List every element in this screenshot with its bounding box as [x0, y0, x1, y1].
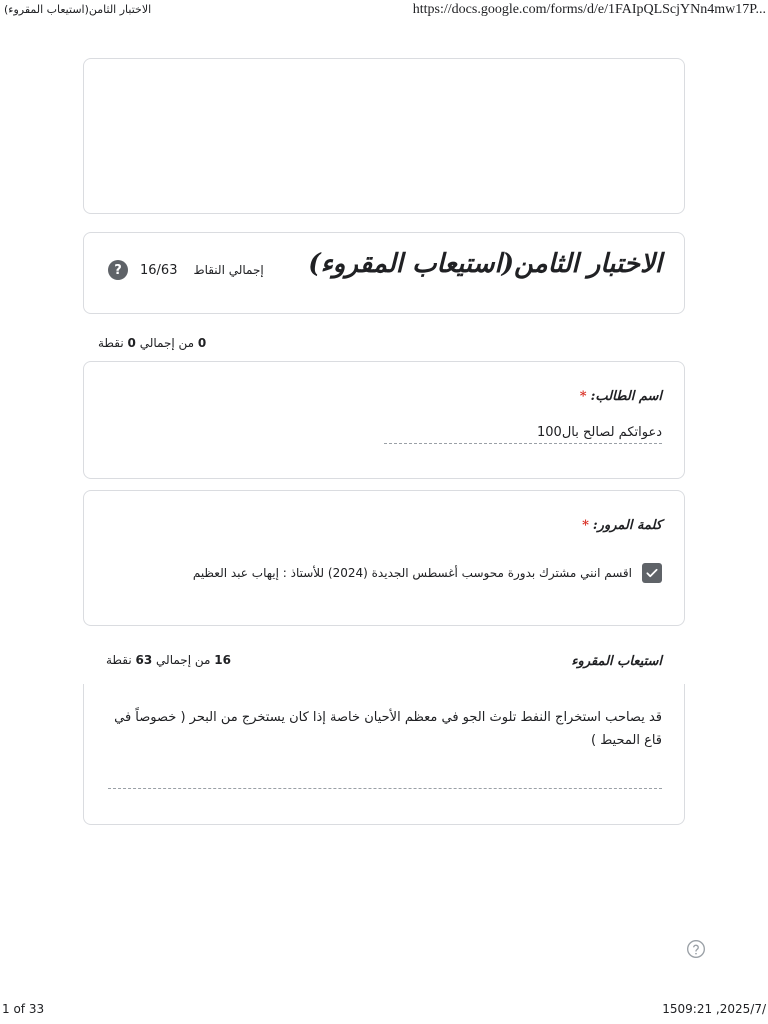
question-label-text: اسم الطالب: [590, 389, 662, 404]
section-score-total: 63 [135, 653, 153, 667]
total-points [108, 260, 264, 280]
pledge-checkbox-row[interactable] [193, 563, 662, 583]
help-circle-icon[interactable]: ? [108, 260, 128, 280]
check-icon [645, 566, 659, 580]
print-header-title: الاختبار الثامن(استيعاب المقروء) [4, 3, 152, 16]
print-header [0, 0, 768, 22]
page-counter: 1 of 33 [2, 1002, 45, 1016]
section-score-prefix: من إجمالي [139, 336, 195, 350]
total-points-label: إجمالي النقاط [193, 263, 264, 277]
section-score [98, 336, 206, 350]
student-name-answer: دعواتكم لصالح بال100 [384, 425, 662, 444]
print-header-url: https://docs.google.com/forms/d/e/1FAIpQLScjYNn4mw17P... [412, 2, 766, 17]
section-score-suffix: نقطة [106, 653, 132, 667]
section-title: استيعاب المقروء [571, 654, 662, 669]
form-banner [83, 58, 685, 214]
form-title: الاختبار الثامن(استيعاب المقروء) [308, 249, 662, 279]
section-score-suffix: نقطة [98, 336, 124, 350]
form-header-card [83, 232, 685, 314]
section-score-total: 0 [127, 336, 136, 350]
question-password [83, 490, 685, 626]
section-score [106, 653, 231, 667]
pledge-checkbox-label: اقسم انني مشترك بدورة محوسب أغسطس الجديدة (2024) للأستاذ : إيهاب عبد العظيم [192, 566, 632, 580]
print-datetime: 1509:21 ,2025/7/ [662, 1002, 766, 1016]
section-score-earned: 0 [197, 336, 207, 350]
passage-divider [108, 788, 662, 789]
section-score-earned: 16 [214, 653, 231, 667]
print-footer [0, 1002, 768, 1022]
section-score-prefix: من إجمالي [156, 653, 211, 667]
reading-passage-text: قد يصاحب استخراج النفط تلوث الجو في معظم الأحيان خاصة إذا كان يستخرج من البحر ( خصوصاً في قاع المحيط ) [114, 710, 662, 748]
required-mark: * [582, 518, 589, 533]
total-points-value: 16/63 [140, 262, 178, 278]
question-label [580, 389, 662, 404]
required-mark: * [579, 389, 587, 404]
reading-passage-card [83, 684, 685, 825]
question-label [582, 518, 662, 533]
question-student-name [83, 361, 685, 479]
pledge-checkbox[interactable] [642, 563, 662, 583]
help-outline-icon[interactable] [686, 939, 706, 959]
question-label-text: كلمة المرور: [592, 518, 662, 533]
